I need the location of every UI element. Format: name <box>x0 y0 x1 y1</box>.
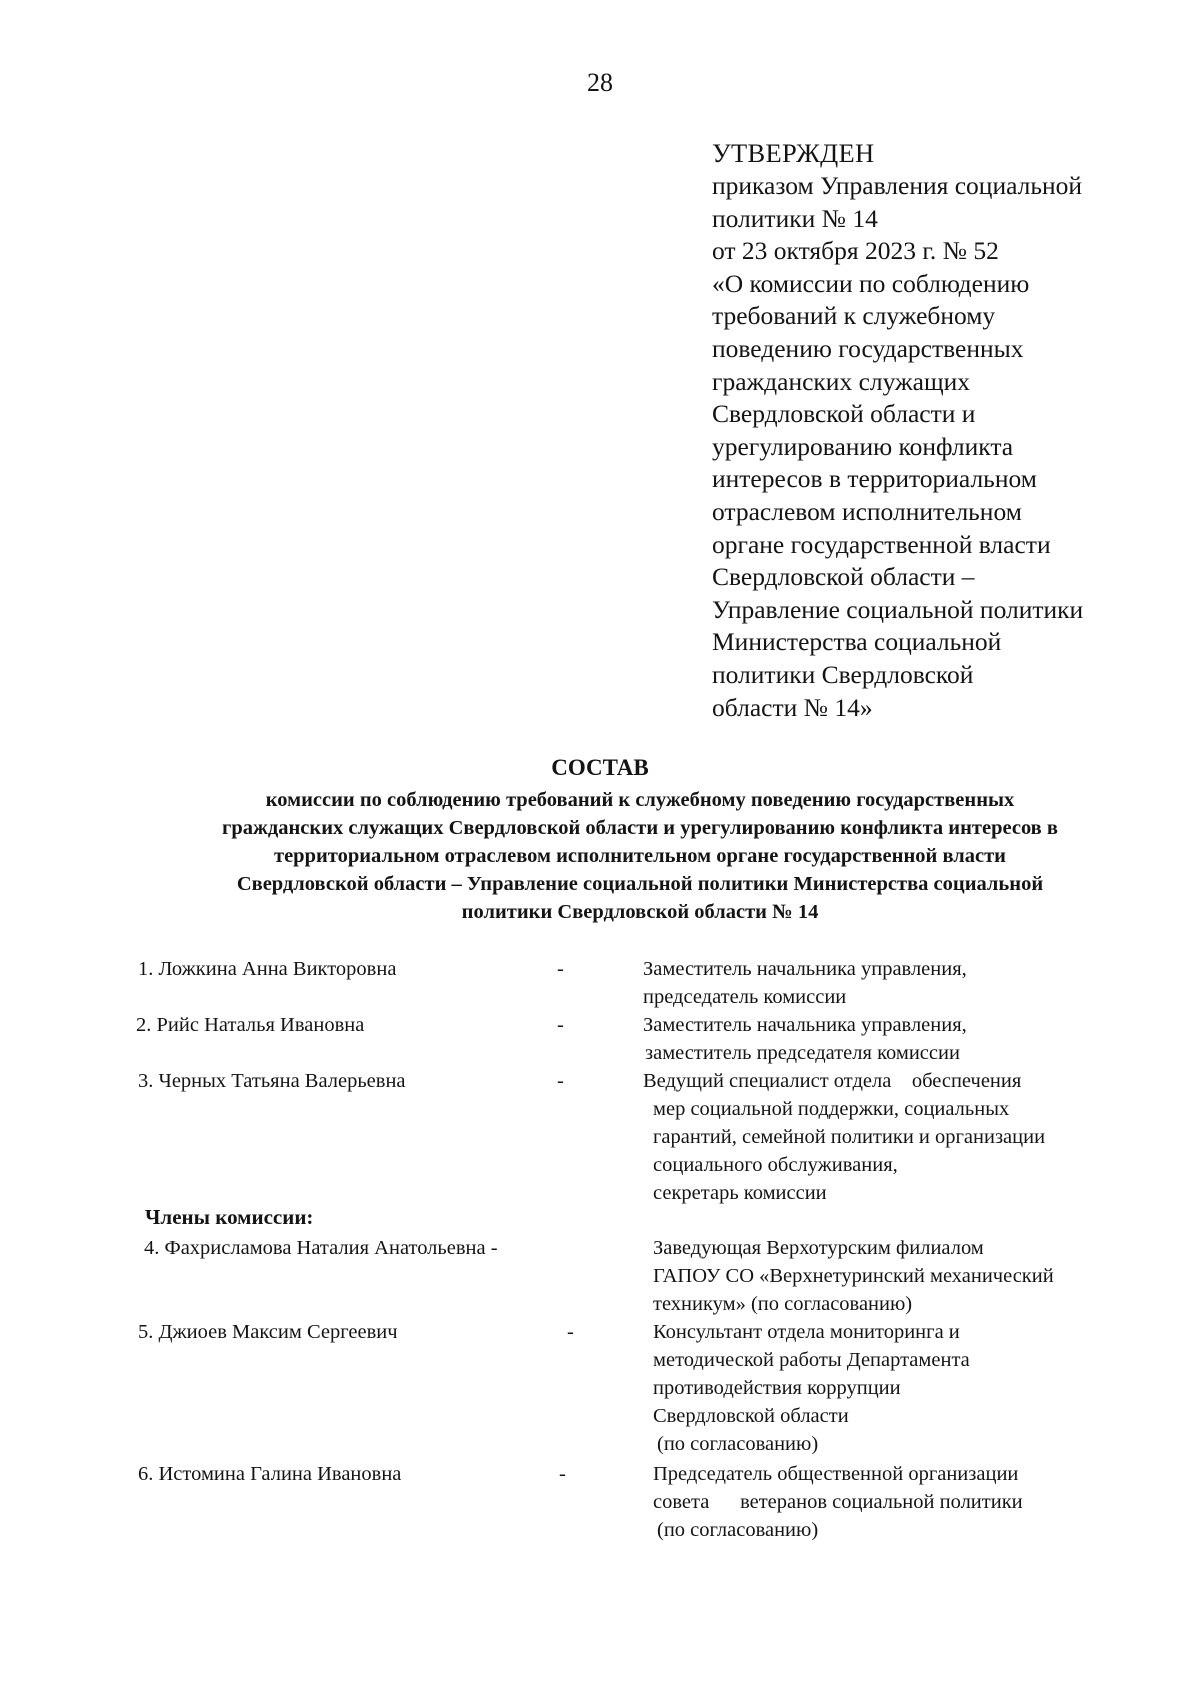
subtitle-line: политики Свердловской области № 14 <box>461 901 819 923</box>
member-name: 1. Ложкина Анна Викторовна <box>138 958 397 980</box>
approval-line: урегулированию конфликта <box>712 431 1014 461</box>
approval-line: гражданских служащих <box>712 366 970 396</box>
member-dash: - <box>557 1014 564 1036</box>
member-role-line: секретарь комиссии <box>653 1182 827 1204</box>
approval-title: УТВЕРЖДЕН <box>712 138 875 168</box>
member-role-line: Свердловской области <box>653 1405 849 1427</box>
member-role-line: противодействия коррупции <box>653 1377 901 1399</box>
approval-line: органе государственной власти <box>712 529 1051 559</box>
approval-line: отраслевом исполнительном <box>712 496 1022 526</box>
subtitle-line: территориальном отраслевом исполнительном органе государственной власти <box>274 845 1006 867</box>
member-role-line: совета ветеранов социальной политики <box>653 1491 1023 1513</box>
approval-line: политики Свердловской <box>712 659 974 689</box>
member-name: 5. Джиоев Максим Сергеевич <box>138 1321 398 1343</box>
member-role-line: Заместитель начальника управления, <box>643 958 967 980</box>
approval-line: Министерства социальной <box>712 627 1002 657</box>
member-role-line: (по согласованию) <box>657 1433 819 1455</box>
member-name: 2. Рийс Наталья Ивановна <box>136 1014 365 1036</box>
member-dash: - <box>557 958 564 980</box>
approval-line: приказом Управления социальной <box>712 171 1083 200</box>
subtitle-line: комиссии по соблюдению требований к служебному поведению государственных <box>265 789 1015 811</box>
member-role-line: гарантий, семейной политики и организации <box>653 1126 1046 1148</box>
member-role-line: мер социальной поддержки, социальных <box>653 1098 1010 1120</box>
approval-line: области № 14» <box>712 692 873 722</box>
approval-block <box>712 136 1172 724</box>
approval-line: интересов в территориальном <box>712 464 1037 494</box>
member-role-line: Ведущий специалист отдела обеспечения <box>643 1070 1022 1092</box>
member-role-line: техникум» (по согласованию) <box>653 1293 913 1315</box>
member-role-line: Консультант отдела мониторинга и <box>653 1321 960 1343</box>
approval-line: Управление социальной политики <box>712 594 1084 624</box>
member-role-line: Заместитель начальника управления, <box>643 1014 967 1036</box>
approval-line: Свердловской области и <box>712 399 976 429</box>
approval-line: Свердловской области – <box>712 562 975 592</box>
members-label: Члены комиссии: <box>145 1205 314 1229</box>
member-dash: - <box>559 1463 566 1485</box>
composition-subtitle <box>130 786 1150 926</box>
approval-line: от 23 октября 2023 г. № 52 <box>712 236 999 266</box>
approval-line: политики № 14 <box>712 203 878 233</box>
member-dash: - <box>557 1070 564 1092</box>
member-dash: - <box>567 1321 574 1343</box>
member-role-line: Председатель общественной организации <box>653 1463 1019 1485</box>
member-role-line: социального обслуживания, <box>653 1154 898 1176</box>
member-role-line: ГАПОУ СО «Верхнетуринский механический <box>653 1265 1054 1287</box>
member-role-line: председатель комиссии <box>643 986 847 1008</box>
composition-title: СОСТАВ <box>551 755 649 780</box>
approval-line: «О комиссии по соблюдению <box>712 268 1030 298</box>
member-role-line: методической работы Департамента <box>653 1349 970 1371</box>
member-role-line: (по согласованию) <box>657 1519 819 1541</box>
member-role-line: Заведующая Верхотурским филиалом <box>653 1237 984 1259</box>
approval-line: требований к служебному <box>712 301 996 331</box>
subtitle-line: Свердловской области – Управление социальной политики Министерства социальной <box>236 873 1044 895</box>
page-number: 28 <box>587 68 613 97</box>
subtitle-line: гражданских служащих Свердловской области и урегулированию конфликта интересов в <box>222 817 1058 839</box>
member-name: 4. Фахрисламова Наталия Анатольевна - <box>144 1237 498 1259</box>
member-role-line: заместитель председателя комиссии <box>645 1042 960 1064</box>
approval-line: поведению государственных <box>712 333 1024 363</box>
member-name: 3. Черных Татьяна Валерьевна <box>138 1070 406 1092</box>
member-name: 6. Истомина Галина Ивановна <box>138 1463 402 1485</box>
